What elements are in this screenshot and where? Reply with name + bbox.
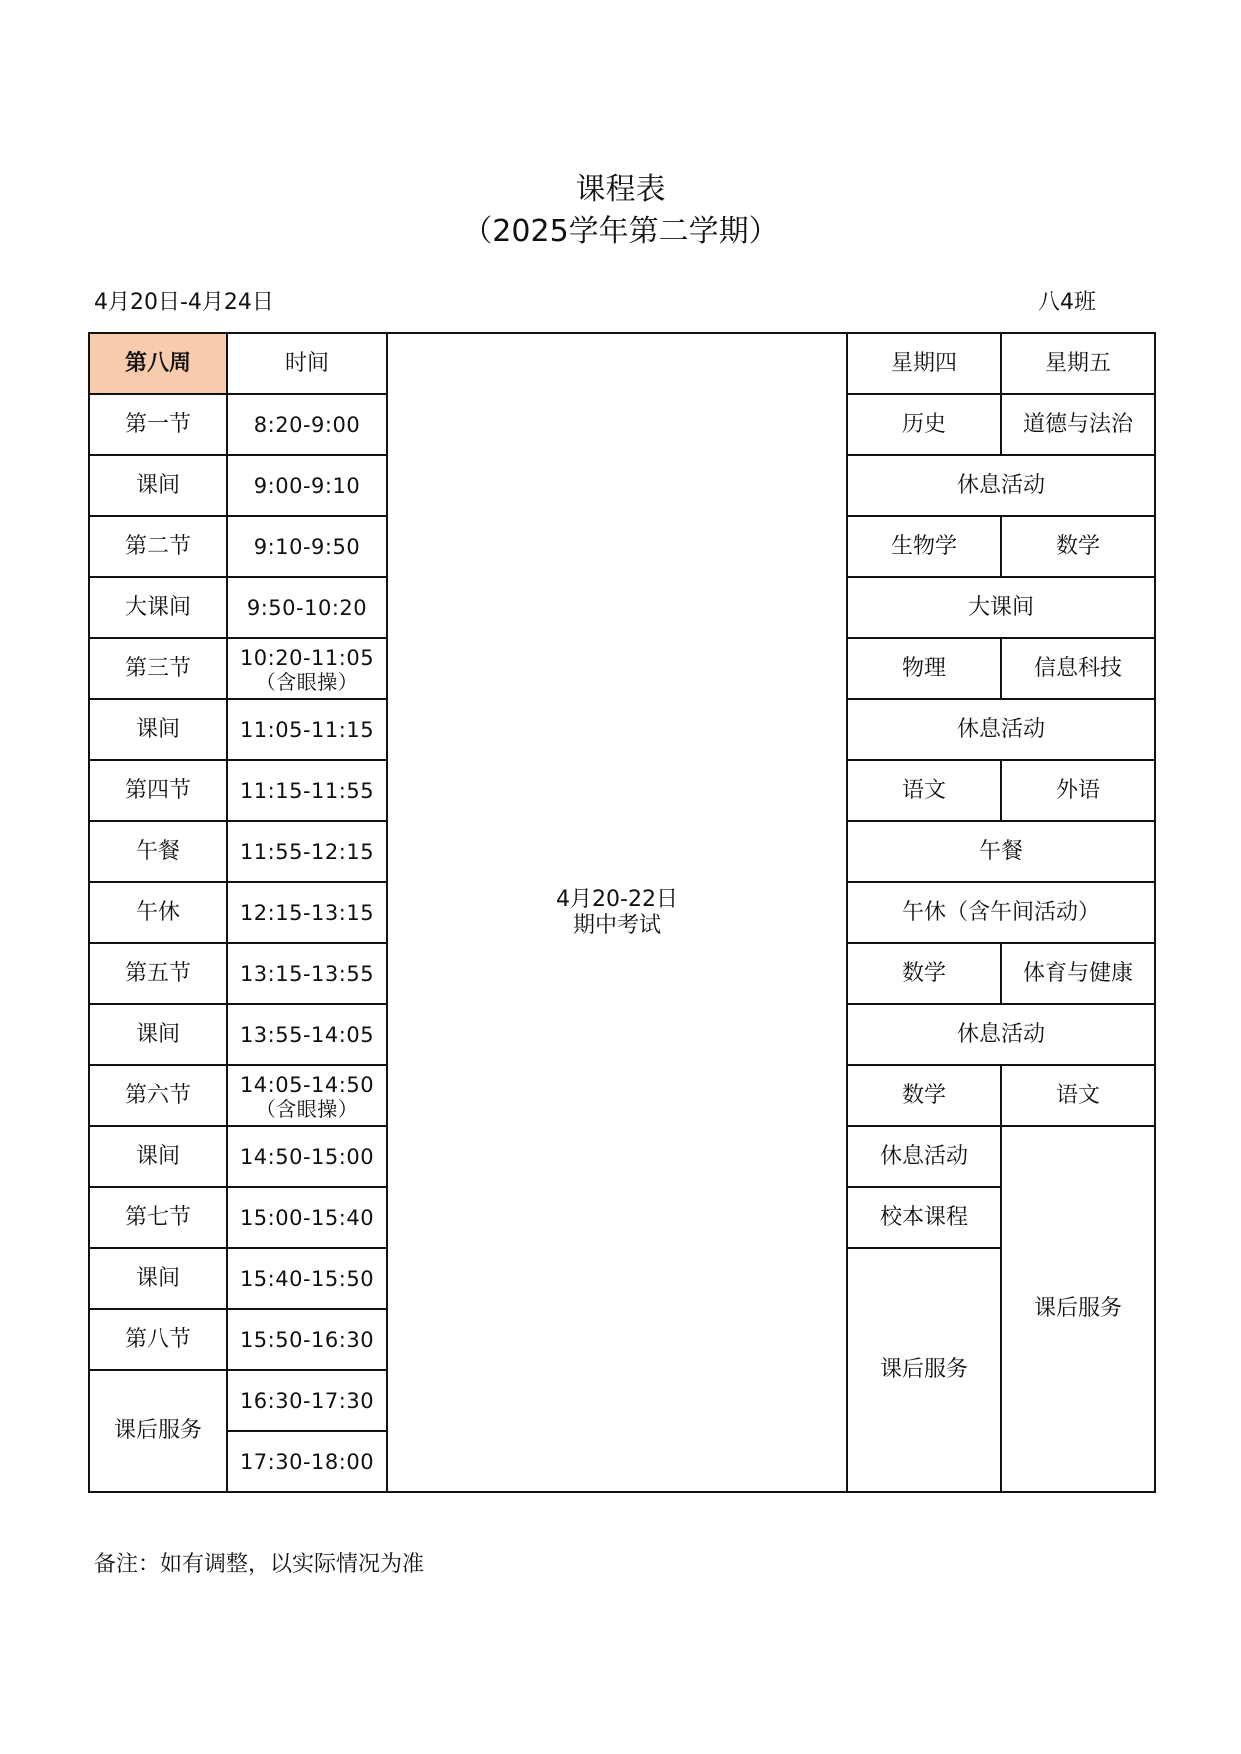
time-cell: 9:50-10:20 — [227, 577, 387, 638]
time-cell: 15:50-16:30 — [227, 1309, 387, 1370]
period-cell: 第八节 — [89, 1309, 227, 1370]
time-cell: 15:40-15:50 — [227, 1248, 387, 1309]
fri-cell: 道德与法治 — [1001, 394, 1155, 455]
time-cell: 15:00-15:40 — [227, 1187, 387, 1248]
merged-activity-cell: 休息活动 — [847, 1004, 1155, 1065]
page-title: 课程表 — [575, 172, 666, 207]
class-name: 八4班 — [1038, 290, 1096, 315]
time-cell: 13:15-13:55 — [227, 943, 387, 1004]
time-value: 14:05-14:50 — [239, 1072, 375, 1097]
time-cell — [227, 638, 387, 699]
time-cell: 9:10-9:50 — [227, 516, 387, 577]
exam-label: 期中考试 — [572, 912, 661, 938]
exam-date: 4月20-22日 — [556, 886, 678, 912]
thu-cell: 生物学 — [847, 516, 1001, 577]
period-cell: 第六节 — [89, 1065, 227, 1126]
time-cell: 8:20-9:00 — [227, 394, 387, 455]
time-cell: 12:15-13:15 — [227, 882, 387, 943]
period-cell: 第五节 — [89, 943, 227, 1004]
period-cell: 课间 — [89, 455, 227, 516]
merged-activity-cell: 午休（含午间活动） — [847, 882, 1155, 943]
time-cell: 17:30-18:00 — [227, 1431, 387, 1492]
time-cell: 11:15-11:55 — [227, 760, 387, 821]
time-cell: 11:05-11:15 — [227, 699, 387, 760]
merged-activity-cell: 午餐 — [847, 821, 1155, 882]
fri-cell: 外语 — [1001, 760, 1155, 821]
time-cell: 16:30-17:30 — [227, 1370, 387, 1431]
fri-after-service-cell: 课后服务 — [1001, 1126, 1155, 1492]
thu-cell: 物理 — [847, 638, 1001, 699]
time-value: 10:20-11:05 — [239, 645, 375, 670]
time-note: （含眼操） — [255, 669, 359, 694]
fri-cell: 语文 — [1001, 1065, 1155, 1126]
time-cell — [227, 1065, 387, 1126]
period-cell: 第一节 — [89, 394, 227, 455]
thu-cell: 休息活动 — [847, 1126, 1001, 1187]
period-cell: 第三节 — [89, 638, 227, 699]
date-range: 4月20日-4月24日 — [94, 290, 274, 315]
period-cell: 午休 — [89, 882, 227, 943]
fri-header: 星期五 — [1001, 333, 1155, 394]
time-header: 时间 — [227, 333, 387, 394]
fri-cell: 信息科技 — [1001, 638, 1155, 699]
merged-activity-cell: 休息活动 — [847, 455, 1155, 516]
time-note: （含眼操） — [255, 1096, 359, 1121]
period-cell: 大课间 — [89, 577, 227, 638]
fri-cell: 体育与健康 — [1001, 943, 1155, 1004]
header-row — [89, 333, 1155, 394]
period-cell: 课间 — [89, 1126, 227, 1187]
period-cell: 课后服务 — [89, 1370, 227, 1492]
merged-activity-cell: 大课间 — [847, 577, 1155, 638]
time-cell: 13:55-14:05 — [227, 1004, 387, 1065]
thu-cell: 数学 — [847, 943, 1001, 1004]
thu-cell: 历史 — [847, 394, 1001, 455]
remark-note: 备注：如有调整，以实际情况为准 — [94, 1552, 425, 1577]
thu-cell: 校本课程 — [847, 1187, 1001, 1248]
period-cell: 课间 — [89, 1004, 227, 1065]
period-cell: 午餐 — [89, 821, 227, 882]
period-cell: 课间 — [89, 1248, 227, 1309]
week-header: 第八周 — [89, 333, 227, 394]
period-cell: 第二节 — [89, 516, 227, 577]
timetable — [88, 332, 1156, 1493]
time-cell: 9:00-9:10 — [227, 455, 387, 516]
period-cell: 第七节 — [89, 1187, 227, 1248]
thu-header: 星期四 — [847, 333, 1001, 394]
exam-cell — [387, 333, 847, 1492]
thu-cell: 数学 — [847, 1065, 1001, 1126]
page-subtitle: （2025学年第二学期） — [462, 214, 779, 249]
merged-activity-cell: 休息活动 — [847, 699, 1155, 760]
time-cell: 11:55-12:15 — [227, 821, 387, 882]
period-cell: 课间 — [89, 699, 227, 760]
time-cell: 14:50-15:00 — [227, 1126, 387, 1187]
thu-after-service-cell: 课后服务 — [847, 1248, 1001, 1492]
period-cell: 第四节 — [89, 760, 227, 821]
fri-cell: 数学 — [1001, 516, 1155, 577]
thu-cell: 语文 — [847, 760, 1001, 821]
